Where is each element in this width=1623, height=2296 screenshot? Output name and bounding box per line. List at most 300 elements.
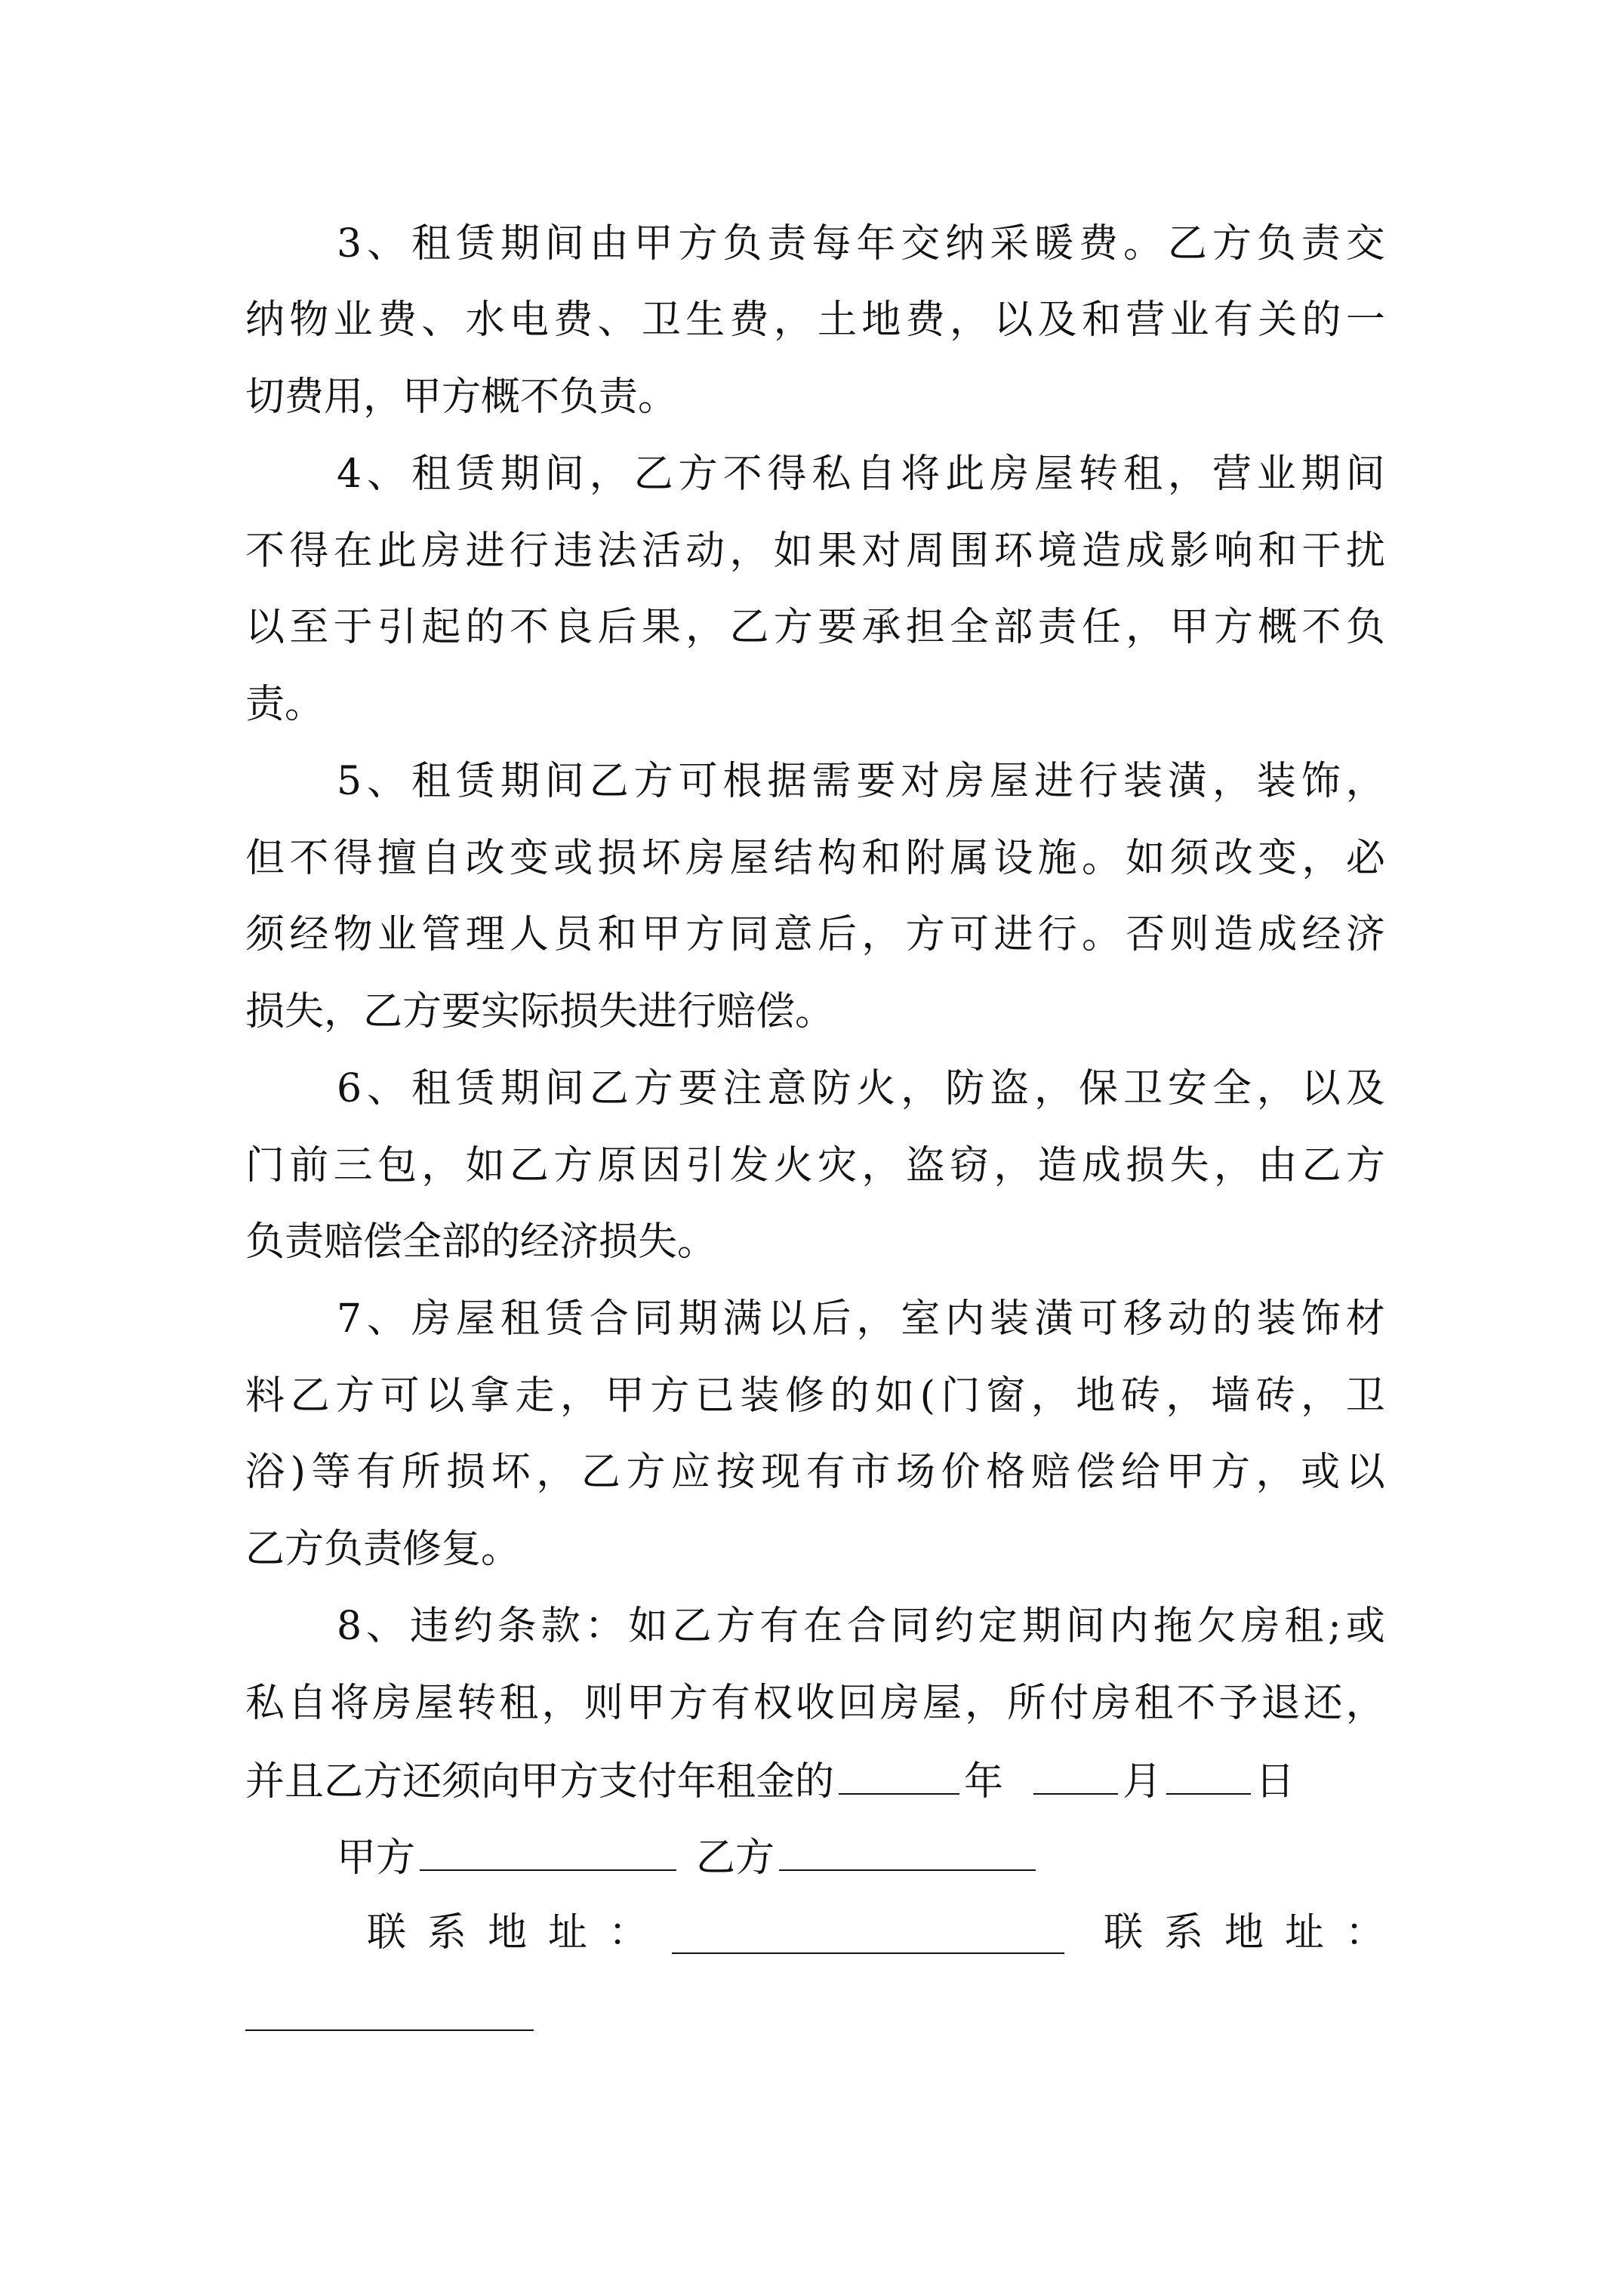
glyph: 成 [1081, 1143, 1121, 1188]
glyph: 和 [597, 912, 637, 957]
glyph: 活 [641, 529, 681, 574]
glyph: 动 [1167, 1296, 1207, 1342]
party-b-signature-field[interactable] [779, 1833, 1036, 1871]
glyph: 对 [901, 759, 941, 804]
month-label: 月 [1123, 1759, 1163, 1804]
glyph: 、 [366, 1604, 406, 1649]
glyph: 施 [1037, 836, 1077, 881]
glyph: 造 [1213, 912, 1253, 957]
paragraph-4-line-3 [245, 605, 1385, 650]
penalty-blank[interactable] [839, 1757, 959, 1795]
glyph: 不 [289, 836, 329, 881]
glyph: 概 [1258, 605, 1298, 650]
signature-row [337, 1833, 1040, 1881]
penalty-text: 并且乙方还须向甲方支付年租金的 [245, 1759, 835, 1804]
glyph: 的 [465, 605, 505, 650]
glyph: 间 [1345, 451, 1385, 497]
glyph: 发 [729, 1143, 769, 1188]
glyph: 装 [1123, 759, 1163, 804]
glyph: 安 [1167, 1066, 1207, 1111]
glyph: 浴 [245, 1450, 285, 1495]
glyph: 满 [722, 1296, 762, 1342]
glyph: 造 [1081, 529, 1121, 574]
glyph: 坏 [641, 836, 681, 881]
glyph: 环 [993, 529, 1033, 574]
glyph: 私 [812, 451, 852, 497]
glyph: 租 [411, 221, 451, 267]
glyph: 价 [941, 1450, 981, 1495]
glyph: 在 [333, 529, 373, 574]
glyph: 、 [367, 759, 407, 804]
glyph: 卫 [1345, 1373, 1385, 1419]
glyph: 有 [759, 1604, 799, 1649]
month-blank[interactable] [1033, 1757, 1118, 1795]
glyph: 要 [818, 605, 858, 650]
glyph: 、 [597, 297, 637, 343]
glyph: 后 [812, 1296, 852, 1342]
glyph: ， [1213, 1143, 1253, 1188]
glyph: 如 [628, 1604, 668, 1649]
glyph: 偿 [1076, 1450, 1116, 1495]
glyph: 方 [1211, 1450, 1251, 1495]
glyph: 前 [289, 1143, 329, 1188]
glyph: 拿 [470, 1373, 510, 1419]
glyph: 转 [1079, 451, 1119, 497]
glyph: 饰 [1301, 759, 1341, 804]
glyph: 期 [500, 221, 540, 267]
glyph: 赁 [455, 1066, 495, 1111]
address-a-field[interactable] [672, 1952, 1064, 1954]
glyph: 不 [722, 451, 762, 497]
glyph: 房 [411, 1296, 451, 1342]
glyph: 移 [1123, 1296, 1163, 1342]
glyph: 6 [337, 1066, 362, 1111]
glyph: ， [861, 1143, 901, 1188]
glyph: 防 [812, 1066, 852, 1111]
glyph: 5 [337, 759, 362, 804]
glyph: 由 [589, 221, 629, 267]
glyph: 地 [1076, 1373, 1116, 1419]
glyph: ， [773, 297, 813, 343]
glyph: 欠 [1196, 1604, 1236, 1649]
glyph: 乙 [633, 451, 673, 497]
glyph: 变 [1258, 836, 1298, 881]
glyph: 卫 [641, 297, 681, 343]
glyph: 屋 [922, 1681, 962, 1726]
glyph: 年 [856, 221, 896, 267]
glyph: 火 [773, 1143, 813, 1188]
glyph: 、 [421, 297, 461, 343]
glyph: 间 [544, 759, 584, 804]
glyph: 人 [509, 912, 549, 957]
glyph: 潢 [1167, 759, 1207, 804]
glyph: 拖 [1153, 1604, 1193, 1649]
glyph: 潢 [1034, 1296, 1074, 1342]
glyph: 如 [875, 1373, 915, 1419]
party-b-label: 乙方 [696, 1835, 775, 1881]
glyph: 据 [767, 759, 807, 804]
glyph: 方 [650, 1373, 690, 1419]
glyph: 和 [1258, 529, 1298, 574]
glyph: 和 [1081, 297, 1121, 343]
glyph: 甲 [633, 221, 673, 267]
glyph: 承 [861, 605, 901, 650]
day-label: 日 [1255, 1759, 1295, 1804]
glyph: 如 [465, 1143, 505, 1188]
glyph: 成 [1126, 529, 1166, 574]
paragraph-7-line-4: 乙方负责修复。 [245, 1527, 521, 1572]
glyph: 乙 [509, 1143, 549, 1188]
glyph: 因 [641, 1143, 681, 1188]
glyph: 甲 [605, 1373, 645, 1419]
glyph: 、 [367, 451, 407, 497]
glyph: 保 [1079, 1066, 1119, 1111]
glyph: 间 [544, 451, 584, 497]
glyph: 租 [1123, 451, 1163, 497]
glyph: 期 [500, 1066, 540, 1111]
glyph: 良 [553, 605, 593, 650]
glyph: 屋 [990, 759, 1030, 804]
glyph: 料 [245, 1373, 285, 1419]
glyph: 乙 [1301, 1143, 1341, 1188]
glyph: 以 [245, 605, 285, 650]
glyph: ， [1256, 1066, 1296, 1111]
glyph: 内 [1109, 1604, 1149, 1649]
glyph: ; [1328, 1604, 1341, 1649]
glyph: 营 [1212, 451, 1252, 497]
glyph: 至 [289, 605, 329, 650]
glyph: 物 [333, 912, 373, 957]
paragraph-5-line-4: 损失，乙方要实际损失进行赔偿。 [245, 989, 835, 1034]
paragraph-8-line-1 [337, 1604, 1385, 1649]
glyph: ， [1030, 1373, 1070, 1419]
glyph: 现 [761, 1450, 801, 1495]
glyph: 门 [245, 1143, 285, 1188]
glyph: 甲 [641, 912, 681, 957]
glyph: 行 [509, 529, 549, 574]
glyph: 意 [773, 912, 813, 957]
glyph: 响 [1213, 529, 1253, 574]
glyph: 方 [626, 1450, 666, 1495]
glyph: 关 [1258, 297, 1298, 343]
glyph: 赁 [544, 1296, 584, 1342]
paragraph-3-line-1 [337, 221, 1385, 267]
day-blank[interactable] [1166, 1757, 1251, 1795]
glyph: 要 [678, 1066, 718, 1111]
glyph: 则 [584, 1681, 624, 1726]
glyph: 、 [367, 221, 407, 267]
glyph: 由 [1258, 1143, 1298, 1188]
glyph: 管 [421, 912, 461, 957]
glyph: 原 [597, 1143, 637, 1188]
glyph: 租 [500, 1296, 540, 1342]
glyph: 房 [1092, 1681, 1132, 1726]
glyph: 装 [740, 1373, 780, 1419]
glyph: 不 [1176, 1681, 1216, 1726]
glyph: 物 [289, 297, 329, 343]
glyph: 门 [941, 1373, 981, 1419]
glyph: ， [1255, 1450, 1295, 1495]
glyph: 方 [335, 1373, 375, 1419]
glyph: 及 [1037, 297, 1077, 343]
glyph: 如 [1126, 836, 1166, 881]
glyph: 济 [1345, 912, 1385, 957]
glyph: 的 [1212, 1296, 1252, 1342]
glyph: ， [541, 1681, 581, 1726]
glyph: 方 [678, 221, 718, 267]
glyph: 甲 [626, 1681, 666, 1726]
glyph: 影 [1169, 529, 1209, 574]
glyph: 进 [465, 529, 505, 574]
glyph: 注 [722, 1066, 762, 1111]
glyph: 引 [377, 605, 417, 650]
glyph: 责 [1301, 221, 1341, 267]
glyph: 所 [1007, 1681, 1047, 1726]
glyph: 不 [245, 529, 285, 574]
glyph: 干 [1301, 529, 1341, 574]
glyph: 租 [1134, 1681, 1174, 1726]
glyph: 予 [1218, 1681, 1258, 1726]
glyph: 动 [685, 529, 725, 574]
glyph: 改 [465, 836, 505, 881]
glyph: 赁 [455, 221, 495, 267]
glyph: 营 [1126, 297, 1166, 343]
paragraph-7-line-1 [337, 1296, 1385, 1342]
glyph: 所 [401, 1450, 441, 1495]
glyph: 经 [1301, 912, 1341, 957]
glyph: 采 [990, 221, 1030, 267]
glyph: 市 [851, 1450, 891, 1495]
glyph: 及 [1345, 1066, 1385, 1111]
glyph: 可 [380, 1373, 420, 1419]
glyph: 方 [1212, 221, 1252, 267]
address-label-b: 联系地址： [1104, 1910, 1406, 1955]
glyph: 3 [337, 221, 362, 267]
glyph: 、 [367, 1296, 407, 1342]
glyph: 交 [1345, 221, 1385, 267]
glyph: 窗 [986, 1373, 1026, 1419]
glyph: 须 [1169, 836, 1209, 881]
glyph: 乙 [290, 1373, 330, 1419]
glyph: 后 [597, 605, 637, 650]
glyph: 自 [421, 836, 461, 881]
glyph: 暖 [1034, 221, 1074, 267]
glyph: 乙 [589, 1066, 629, 1111]
glyph: 窃 [950, 1143, 990, 1188]
glyph: 甲 [1166, 1450, 1206, 1495]
glyph: 有 [356, 1450, 396, 1495]
glyph: 担 [905, 605, 945, 650]
glyph: 室 [901, 1296, 941, 1342]
glyph: 装 [1256, 1296, 1296, 1342]
glyph: 期 [1301, 451, 1341, 497]
glyph: 方 [1345, 1143, 1385, 1188]
glyph: 赁 [455, 759, 495, 804]
glyph: 改 [1213, 836, 1253, 881]
glyph: 不 [509, 605, 549, 650]
glyph: 于 [333, 605, 373, 650]
glyph: 期 [500, 451, 540, 497]
glyph: 以 [425, 1373, 465, 1419]
glyph: 租 [411, 451, 451, 497]
paragraph-7-line-3 [245, 1450, 1385, 1495]
paragraph-5-line-3 [245, 912, 1385, 957]
glyph: ) [290, 1450, 306, 1495]
glyph: 土 [818, 297, 858, 343]
glyph: 对 [861, 529, 901, 574]
glyph: 内 [945, 1296, 985, 1342]
address-b-field[interactable] [245, 2029, 534, 2031]
glyph: 房 [945, 759, 985, 804]
glyph: 进 [1034, 759, 1074, 804]
party-a-signature-field[interactable] [420, 1833, 676, 1871]
glyph: 给 [1120, 1450, 1160, 1495]
glyph: 8 [337, 1604, 362, 1649]
glyph: 以 [993, 297, 1033, 343]
glyph: 方 [668, 1681, 708, 1726]
glyph: 交 [901, 221, 941, 267]
glyph: 则 [1169, 912, 1209, 957]
glyph: 周 [905, 529, 945, 574]
glyph: ， [1166, 1373, 1206, 1419]
glyph: ， [1034, 1066, 1074, 1111]
glyph: 果 [818, 529, 858, 574]
glyph: 退 [1261, 1681, 1301, 1726]
glyph: ， [589, 451, 629, 497]
glyph: 乙 [729, 605, 769, 650]
glyph: ， [856, 1296, 896, 1342]
glyph: 违 [553, 529, 593, 574]
glyph: 一 [1345, 297, 1385, 343]
glyph: 以 [1345, 1450, 1385, 1495]
glyph: ， [861, 912, 901, 957]
glyph: 须 [245, 912, 285, 957]
glyph: ， [685, 605, 725, 650]
glyph: 全 [1212, 1066, 1252, 1111]
glyph: 全 [950, 605, 990, 650]
glyph: 得 [333, 836, 373, 881]
glyph: 每 [812, 221, 852, 267]
glyph: 可 [678, 759, 718, 804]
glyph: 责 [767, 221, 807, 267]
glyph: 必 [1345, 836, 1385, 881]
glyph: 或 [1345, 1604, 1385, 1649]
glyph: 方 [685, 912, 725, 957]
glyph: 造 [1037, 1143, 1077, 1188]
glyph: 盗 [990, 1066, 1030, 1111]
glyph: 按 [716, 1450, 756, 1495]
glyph: 乙 [589, 759, 629, 804]
glyph: 饰 [1301, 1296, 1341, 1342]
glyph: 得 [767, 451, 807, 497]
paragraph-8-line-3 [245, 1757, 1385, 1804]
glyph: 责 [1037, 605, 1077, 650]
glyph: 材 [1345, 1296, 1385, 1342]
glyph: 法 [597, 529, 637, 574]
glyph: 如 [773, 529, 813, 574]
glyph: 条 [497, 1604, 537, 1649]
glyph: 违 [409, 1604, 449, 1649]
glyph: 费 [905, 297, 945, 343]
glyph: 引 [685, 1143, 725, 1188]
glyph: 费 [377, 297, 417, 343]
glyph: ， [901, 1066, 941, 1111]
paragraph-3-line-2 [245, 297, 1385, 343]
glyph: 4 [337, 451, 362, 497]
glyph: 同 [633, 1296, 673, 1342]
glyph: 起 [421, 605, 461, 650]
glyph: 部 [993, 605, 1033, 650]
glyph: 水 [465, 297, 505, 343]
glyph: 乙 [1167, 221, 1207, 267]
glyph: 赔 [1030, 1450, 1070, 1495]
glyph: 费 [729, 297, 769, 343]
glyph: 。 [1081, 836, 1121, 881]
paragraph-6-line-1 [337, 1066, 1385, 1111]
glyph: 地 [861, 297, 901, 343]
glyph: 方 [633, 759, 673, 804]
glyph: 构 [818, 836, 858, 881]
glyph: 砖 [1120, 1373, 1160, 1419]
glyph: 有 [805, 1450, 845, 1495]
glyph: ( [919, 1373, 935, 1419]
glyph: 扰 [1345, 529, 1385, 574]
glyph: ， [560, 1373, 600, 1419]
glyph: 在 [803, 1604, 843, 1649]
glyph: 同 [891, 1604, 931, 1649]
glyph: ， [1212, 759, 1252, 804]
glyph: ， [729, 529, 769, 574]
glyph: 损 [446, 1450, 486, 1495]
glyph: 擅 [377, 836, 417, 881]
glyph: 方 [773, 605, 813, 650]
glyph: 但 [245, 836, 285, 881]
glyph: 根 [722, 759, 762, 804]
glyph: 业 [1256, 451, 1296, 497]
glyph: 乙 [672, 1604, 712, 1649]
glyph: 的 [830, 1373, 870, 1419]
glyph: 生 [685, 297, 725, 343]
address-label-a: 联系地址： [367, 1910, 670, 1955]
glyph: 的 [1301, 297, 1341, 343]
glyph: 盗 [905, 1143, 945, 1188]
glyph: 自 [856, 451, 896, 497]
glyph: 三 [333, 1143, 373, 1188]
glyph: 卫 [1123, 1066, 1163, 1111]
glyph: 付 [1049, 1681, 1089, 1726]
glyph: 否 [1126, 912, 1166, 957]
paragraph-5-line-1 [337, 759, 1385, 804]
glyph: 屋 [729, 836, 769, 881]
glyph: 走 [515, 1373, 555, 1419]
paragraph-6-line-3: 负责赔偿全部的经济损失。 [245, 1219, 717, 1265]
glyph: 砖 [1255, 1373, 1295, 1419]
glyph: 有 [710, 1681, 750, 1726]
glyph: 变 [509, 836, 549, 881]
glyph: 将 [901, 451, 941, 497]
glyph: 合 [847, 1604, 887, 1649]
glyph: 包 [377, 1143, 417, 1188]
glyph: 防 [945, 1066, 985, 1111]
glyph: ， [1301, 836, 1341, 881]
glyph: 私 [245, 1681, 285, 1726]
glyph: ， [421, 1143, 461, 1188]
glyph: 损 [597, 836, 637, 881]
glyph: 已 [694, 1373, 735, 1419]
glyph: 房 [372, 1681, 412, 1726]
glyph: 灾 [818, 1143, 858, 1188]
glyph: 损 [1126, 1143, 1166, 1188]
